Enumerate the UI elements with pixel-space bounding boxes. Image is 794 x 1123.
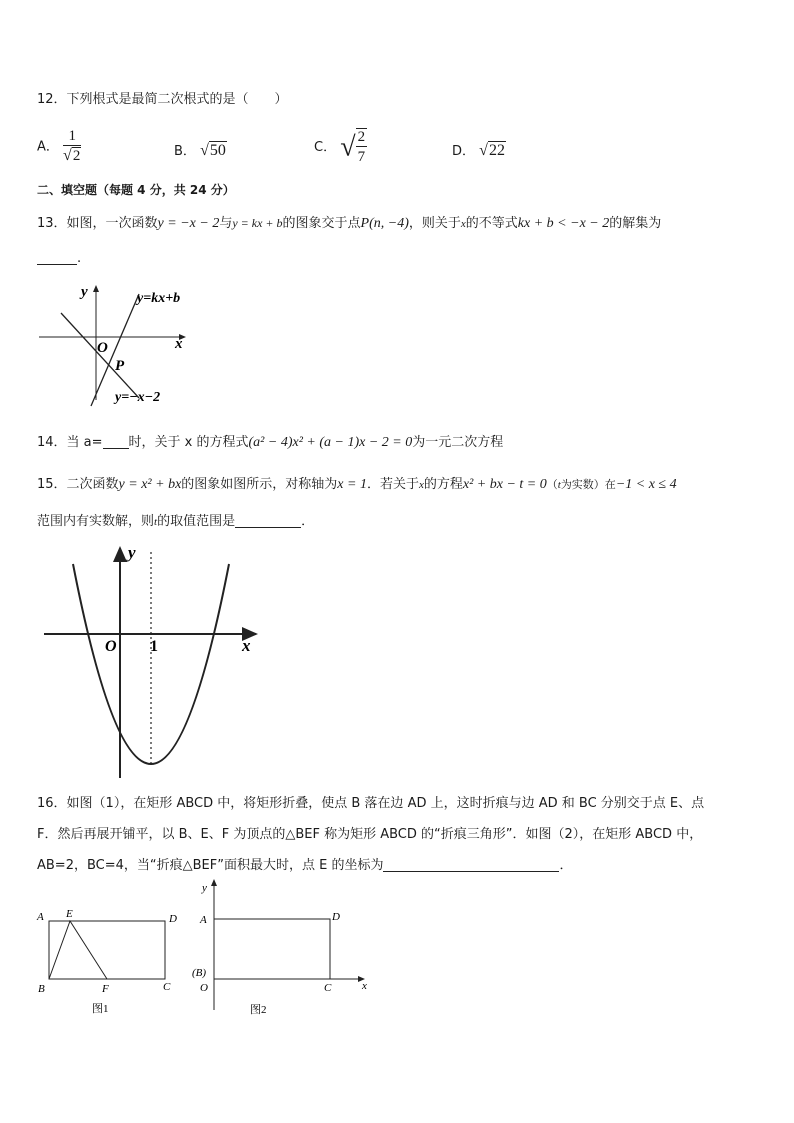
q12-option-b: B． √50 — [174, 142, 226, 159]
x-label: x — [175, 336, 183, 352]
q16-stem-line2: F．然后再展开铺平，以 B、E、F 为顶点的△BEF 称为矩形 ABCD 的“折痕三角形”．如图（2），在矩形 ABCD 中， — [37, 827, 703, 842]
q16-figure-2 — [190, 876, 380, 1021]
fold-triangle — [49, 921, 107, 979]
q15-stem: 15．二次函数y = x² + bx的图象如图所示，对称轴为x = 1．若关于x的方程x² + bx − t = 0（t为实数）在−1 < x ≤ 4 — [37, 477, 677, 492]
x-label: x — [362, 980, 367, 992]
q12-option-d: D． √22 — [452, 142, 505, 159]
q16-figure-1 — [32, 900, 192, 1020]
point-p-label: P — [115, 358, 125, 374]
label-c: C — [163, 981, 171, 993]
q12-option-a: A． $\frac{1}{√2}$ — [37, 128, 81, 164]
q13-figure — [35, 280, 210, 410]
label-d: D — [332, 911, 340, 923]
y-label: y — [81, 284, 88, 300]
caption-2: 图2 — [250, 1004, 267, 1016]
label-f: F — [102, 983, 109, 995]
label-c: C — [324, 982, 332, 994]
y-label: y — [128, 543, 136, 562]
q12-stem: 12．下列根式是最简二次根式的是（ ） — [37, 92, 288, 107]
caption-1: 图1 — [92, 1003, 109, 1015]
label-a: A — [37, 911, 44, 923]
tick-1-label: 1 — [150, 638, 158, 655]
q14-stem: 14．当 a= 时，关于 x 的方程式(a² − 4)x² + (a − 1)x − 2 = 0为一元二次方程 — [37, 435, 504, 450]
q16-stem-line3: AB=2，BC=4，当“折痕△BEF”面积最大时，点 E 的坐标为 ． — [37, 858, 573, 873]
label-b: B — [38, 983, 45, 995]
label-a: A — [200, 914, 207, 926]
origin-label: O — [97, 340, 108, 356]
q13-answer-blank: . — [37, 250, 81, 266]
fraction: $\frac{2}{7}$ — [357, 129, 366, 165]
q15-stem-line2: 范围内有实数解，则t的取值范围是 ． — [37, 514, 315, 529]
origin-label: O — [105, 638, 117, 655]
y-label: y — [202, 882, 207, 894]
q12-option-c: C． √ $\frac{2}{7}$ — [314, 129, 366, 165]
label-e: E — [66, 908, 73, 920]
line1-label: y=kx+b — [137, 291, 181, 306]
section-heading: 二、填空题（每题 4 分，共 24 分） — [37, 183, 235, 197]
fraction: $\frac{1}{√2}$ — [63, 128, 81, 164]
label-b: (B) — [192, 967, 207, 979]
q16-stem-line1: 16．如图（1），在矩形 ABCD 中，将矩形折叠，使点 B 落在边 AD 上，这时折痕与边 AD 和 BC 分别交于点 E、点 — [37, 796, 705, 811]
q15-parabola-figure — [40, 540, 265, 785]
label-d: D — [169, 913, 177, 925]
rectangle-abcd — [214, 919, 330, 979]
x-label: x — [242, 636, 251, 655]
q13-stem: 13．如图，一次函数y = −x − 2与y = kx + b的图象交于点P(n, −4)，则关于x的不等式kx + b < −x − 2的解集为 — [37, 216, 662, 231]
line2-label: y=−x−2 — [115, 390, 161, 405]
origin-label: O — [200, 982, 208, 994]
